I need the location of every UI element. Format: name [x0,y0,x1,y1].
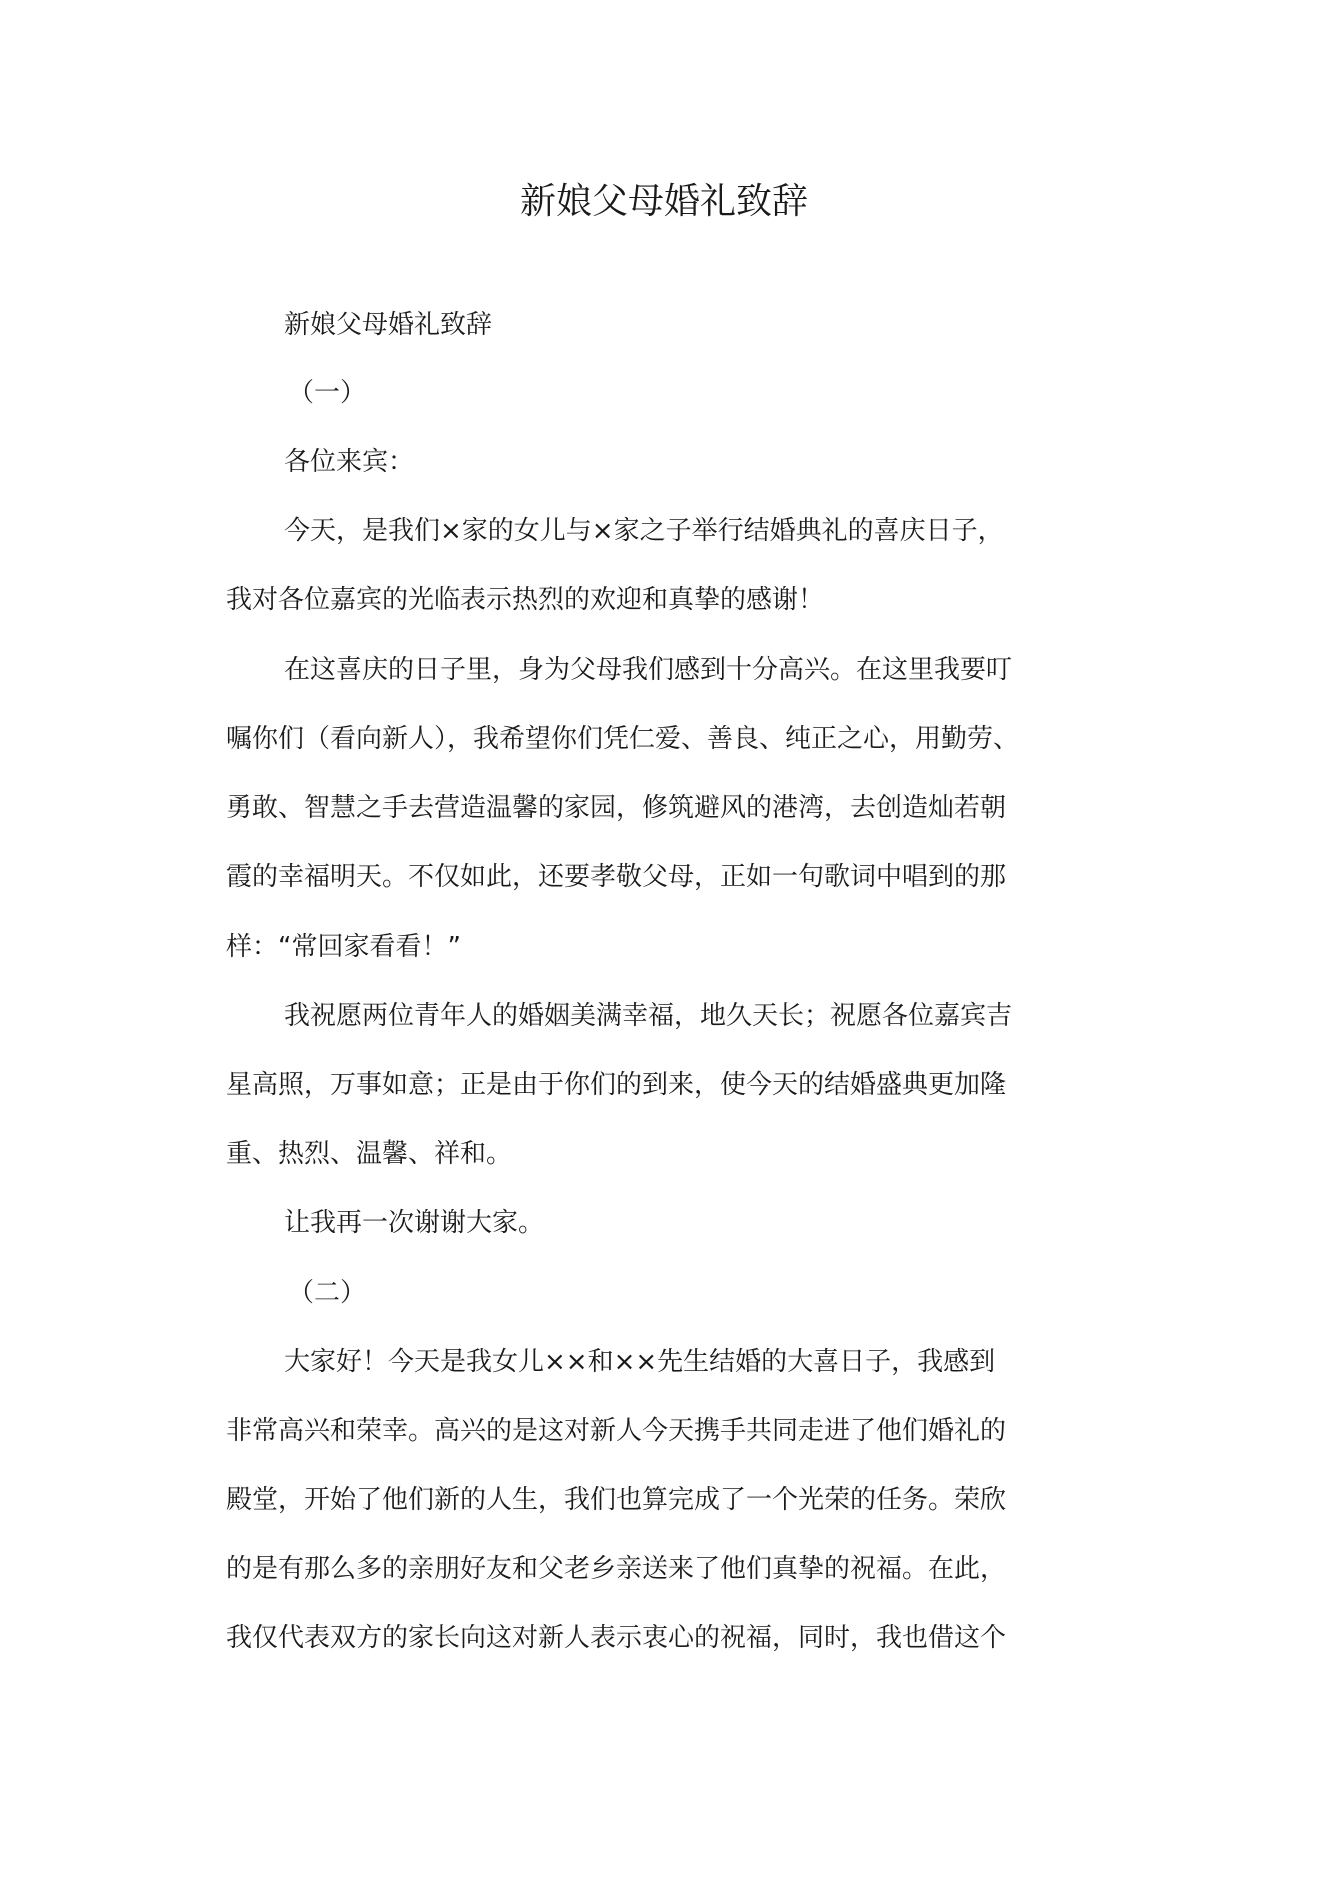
text-line: 殿堂，开始了他们新的人生，我们也算完成了一个光荣的任务。荣欣 [226,1485,1007,1515]
text-line: 勇敢、智慧之手去营造温馨的家园，修筑避风的港湾，去创造灿若朝 [226,793,1007,823]
salutation: 各位来宾： [284,447,415,477]
text-line: 大家好！今天是我女儿××和××先生结婚的大喜日子，我感到 [284,1347,996,1377]
text-line: 在这喜庆的日子里，身为父母我们感到十分高兴。在这里我要叮 [284,655,1013,685]
paragraph-heading: 新娘父母婚礼致辞 [284,310,493,340]
text-line: 嘱你们（看向新人），我希望你们凭仁爱、善良、纯正之心，用勤劳、 [226,724,1020,754]
text-line: 我祝愿两位青年人的婚姻美满幸福，地久天长；祝愿各位嘉宾吉 [284,1001,1013,1031]
text-line: 今天，是我们×家的女儿与×家之子举行结婚典礼的喜庆日子， [284,516,1004,546]
text-line: 我对各位嘉宾的光临表示热烈的欢迎和真挚的感谢！ [226,585,825,615]
text-line: 让我再一次谢谢大家。 [284,1208,545,1238]
document-title: 新娘父母婚礼致辞 [519,181,808,222]
text-line: 非常高兴和荣幸。高兴的是这对新人今天携手共同走进了他们婚礼的 [226,1416,1007,1446]
text-line: 样：“常回家看看！” [226,932,461,962]
text-line: 霞的幸福明天。不仅如此，还要孝敬父母，正如一句歌词中唱到的那 [226,862,1007,892]
section-marker-1: （一） [288,378,367,408]
section-marker-2: （二） [288,1278,367,1308]
text-line: 我仅代表双方的家长向这对新人表示衷心的祝福，同时，我也借这个 [226,1623,1007,1653]
text-line: 重、热烈、温馨、祥和。 [226,1139,513,1169]
text-line: 的是有那么多的亲朋好友和父老乡亲送来了他们真挚的祝福。在此， [226,1554,1007,1584]
text-line: 星高照，万事如意；正是由于你们的到来，使今天的结婚盛典更加隆 [226,1070,1007,1100]
